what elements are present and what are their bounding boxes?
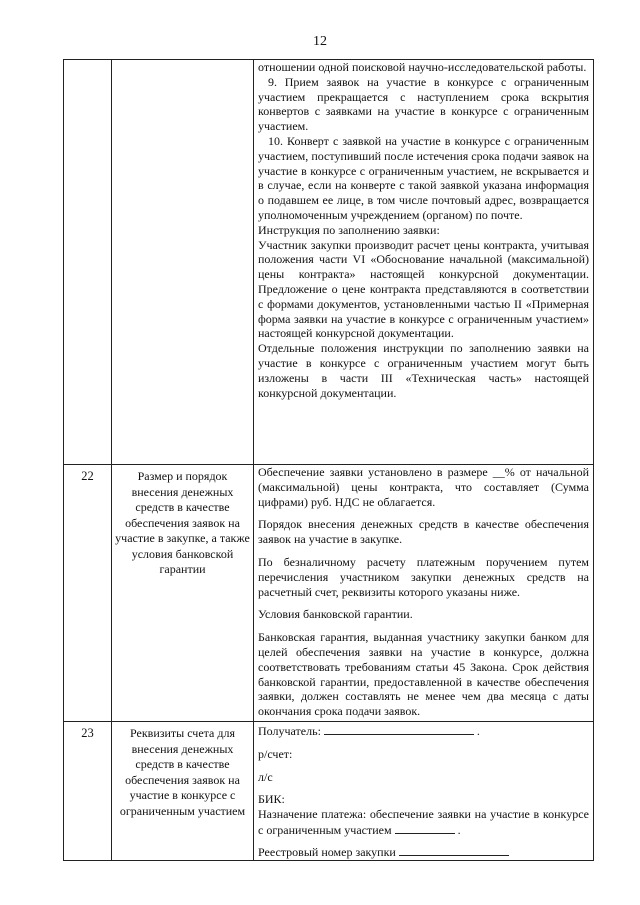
paragraph-instruction-price: Участник закупки производит расчет цены контракта, учитывая положения части VI «Обоснование начальной (максимальной) цены контракта» настоящей конкурсной документации. Предложение о цене контракта представляются в соответствии с формами документов, установленными частью II «Примерная форма заявки на участие в конкурсе с ограниченным участием» настоящей конкурсной документации.	[258, 237, 589, 341]
paragraph-instruction-other: Отдельные положения инструкции по заполнению заявки на участие в конкурсе с ограниченным участием могут быть изложены в части III «Техническая часть» настоящей конкурсной документации.	[258, 341, 589, 400]
table-row-22	[64, 465, 594, 722]
paragraph-security-amount: Обеспечение заявки установлено в размере __% от начальной (максимальной) цены контракта, что составляет (Сумма цифрами) руб. НДС не облагается.	[258, 465, 589, 509]
table-row-23	[64, 722, 594, 861]
row-number-cell	[64, 60, 112, 465]
purpose-line	[258, 807, 589, 838]
paragraph-research-work: отношении одной поисковой научно-исследовательской работы.	[258, 60, 587, 74]
page-number: 12	[313, 34, 327, 49]
registry-blank	[399, 844, 509, 856]
paragraph-payment-order: Порядок внесения денежных средств в качестве обеспечения заявок на участие в закупке.	[258, 517, 589, 547]
paragraph-item-10: 10. Конверт с заявкой на участие в конкурсе с ограниченным участием, поступивший после истечения срока подачи заявок на участие в конкурсе с ограниченным участием, не вскрывается и в случае, если на конверте с такой заявкой указана информация о подавшем ее лице, в том числе почтовый адрес, возвращается уполномоченным учреждением (органом) по почте.	[258, 133, 589, 222]
row-title: Размер и порядок внесения денежных средств в качестве обеспечения заявок на участие в закупке, а также условия банковской гарантии	[112, 465, 254, 722]
account-line: р/счет:	[258, 746, 293, 761]
row-name-cell	[112, 60, 254, 465]
row-number: 23	[64, 722, 112, 861]
recipient-line	[258, 723, 589, 739]
paragraph-cashless-payment: По безналичному расчету платежным поручением путем перечисления участником закупки денежных средств на расчетный счет, реквизиты которого указаны ниже.	[258, 554, 589, 599]
registry-line	[258, 844, 589, 860]
recipient-label: Получатель:	[258, 724, 321, 738]
row-content-cell	[254, 722, 594, 861]
ls-line: л/с	[258, 769, 273, 784]
row-title: Реквизиты счета для внесения денежных средств в качестве обеспечения заявок на участие в конкурсе с ограниченным участием	[112, 722, 254, 861]
row-content-cell	[254, 465, 594, 722]
recipient-blank	[324, 723, 474, 735]
paragraph-instruction-heading: Инструкция по заполнению заявки:	[258, 222, 440, 237]
recipient-end: .	[476, 724, 480, 738]
paragraph-item-9: 9. Прием заявок на участие в конкурсе с ограниченным участием прекращается с наступлением срока вскрытия конвертов с заявками на участие в конкурсе с ограниченным участием.	[258, 74, 589, 134]
row-content-cell	[254, 60, 594, 465]
paragraph-guarantee-terms: Банковская гарантия, выданная участнику закупки банком для целей обеспечения заявки на участие в конкурсе, должна соответствовать требованиям статьи 45 Закона. Срок действия банковской гарантии, предоставленной в качестве обеспечения заявки, должен составлять не менее чем два месяца с даты окончания срока подачи заявок.	[258, 630, 589, 719]
bik-line: БИК:	[258, 792, 285, 807]
paragraph-guarantee-heading: Условия банковской гарантии.	[258, 607, 413, 622]
row-number: 22	[64, 465, 112, 722]
table-row-continued	[64, 60, 594, 465]
purpose-label: Назначение платежа: обеспечение заявки на участие в конкурсе с ограниченным участием	[258, 807, 589, 837]
purpose-blank	[395, 822, 455, 834]
tender-documentation-table	[63, 59, 594, 861]
purpose-end: .	[457, 822, 461, 837]
registry-label: Реестровый номер закупки	[258, 844, 396, 859]
